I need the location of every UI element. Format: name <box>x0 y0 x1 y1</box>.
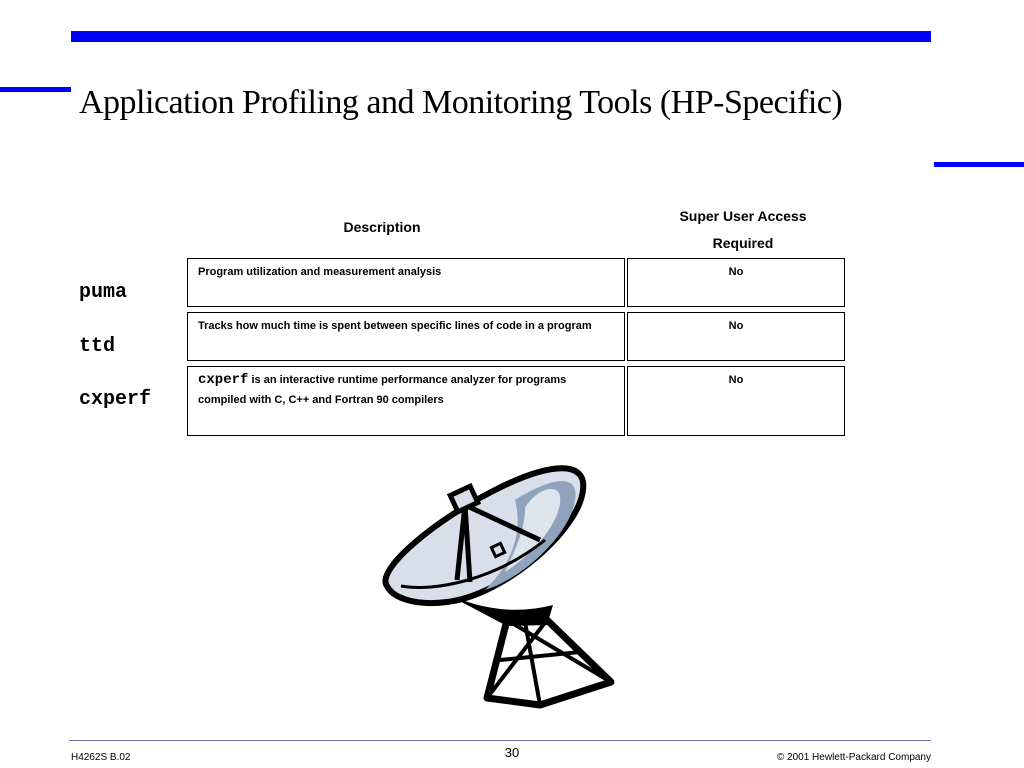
description-text: is an interactive runtime performance analyzer for programs compiled with C, C++ and Fortran 90 compilers <box>198 374 567 406</box>
description-code: cxperf <box>198 372 249 388</box>
slide-title: Application Profiling and Monitoring Tools (HP-Specific) <box>79 84 843 121</box>
page-number: 30 <box>504 745 520 760</box>
tool-name-cxperf: cxperf <box>79 388 152 411</box>
description-cell-puma <box>187 258 625 307</box>
description-cell-cxperf <box>187 366 625 436</box>
right-accent-bar <box>934 162 1024 167</box>
description-text: Program utilization and measurement analysis <box>198 266 442 278</box>
column-header-description: Description <box>343 219 421 235</box>
column-header-super-user <box>627 203 859 257</box>
column-header-super-user-line2: Required <box>712 235 774 251</box>
super-user-value: No <box>728 266 744 278</box>
footer-course-code: H4262S B.02 <box>71 752 131 763</box>
description-text: Tracks how much time is spent between specific lines of code in a program <box>198 320 592 332</box>
super-user-value: No <box>728 320 744 332</box>
tool-name-ttd: ttd <box>79 335 116 358</box>
left-accent-bar <box>0 87 71 92</box>
column-header-super-user-line1: Super User Access <box>679 208 807 224</box>
footer-rule <box>69 740 931 741</box>
super-user-value: No <box>728 374 744 386</box>
super-user-cell-puma <box>627 258 845 307</box>
super-user-cell-cxperf <box>627 366 845 436</box>
satellite-dish-icon <box>375 460 625 715</box>
tool-name-puma: puma <box>79 281 128 304</box>
super-user-cell-ttd <box>627 312 845 361</box>
top-accent-bar <box>71 31 931 42</box>
footer-copyright: © 2001 Hewlett-Packard Company <box>776 752 931 763</box>
dish-tower <box>487 620 611 705</box>
description-cell-ttd <box>187 312 625 361</box>
